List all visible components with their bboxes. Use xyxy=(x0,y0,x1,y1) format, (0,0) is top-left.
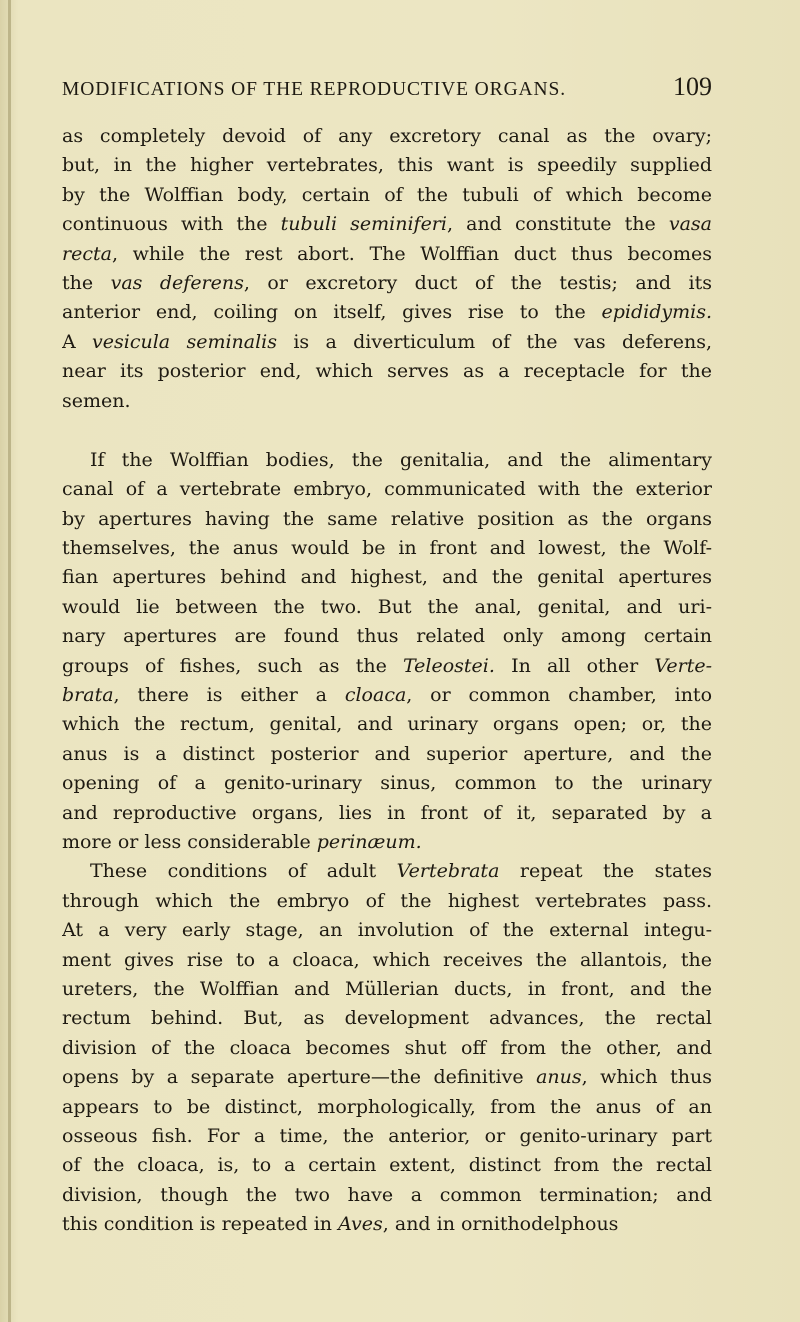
text-line xyxy=(62,563,712,592)
text-line xyxy=(62,857,712,886)
italic-text: Teleostei. xyxy=(402,654,495,677)
text-run: by apertures having the same relative position as the organs xyxy=(62,507,712,530)
text-run: and reproductive organs, lies in front of it, separated by a xyxy=(62,801,712,824)
text-line xyxy=(62,151,712,180)
text-run: ment gives rise to a cloaca, which receives the allantois, the xyxy=(62,948,712,971)
text-run: , there is either a xyxy=(113,684,345,707)
text-line xyxy=(62,652,712,681)
text-run: At a very early stage, an involution of the external integu- xyxy=(62,919,712,942)
text-run: These conditions of adult xyxy=(90,860,397,883)
text-run: division of the cloaca becomes shut off from the other, and xyxy=(62,1036,712,1059)
text-line xyxy=(62,446,712,475)
text-run: as completely devoid of any excretory canal as the ovary; xyxy=(62,125,712,147)
italic-text: brata xyxy=(62,684,114,707)
italic-text: Aves xyxy=(338,1213,383,1236)
text-line xyxy=(62,210,712,239)
text-run: through which the embryo of the highest vertebrates pass. xyxy=(62,889,712,912)
text-run: groups of fishes, such as the xyxy=(62,654,403,677)
italic-text: Verte- xyxy=(654,654,712,677)
text-line xyxy=(62,328,712,357)
paragraph xyxy=(62,446,712,857)
italic-text: tubuli seminiferi xyxy=(280,213,447,236)
text-line xyxy=(62,710,712,739)
text-line xyxy=(62,122,712,151)
page-header xyxy=(62,72,712,108)
italic-text: recta xyxy=(62,242,112,265)
text-run: opening of a genito-urinary sinus, common to the urinary xyxy=(62,772,712,795)
italic-text: vas deferens xyxy=(110,271,244,294)
text-run: canal of a vertebrate embryo, communicated with the exterior xyxy=(62,478,712,501)
text-line xyxy=(62,1063,712,1092)
text-line xyxy=(62,1004,712,1033)
text-run: but, in the higher vertebrates, this want is speedily supplied xyxy=(62,154,712,177)
text-line xyxy=(62,1034,712,1063)
text-run: of the cloaca, is, to a certain extent, distinct from the rectal xyxy=(62,1154,712,1177)
text-run: themselves, the anus would be in front and lowest, the Wolf- xyxy=(62,537,712,560)
text-line xyxy=(62,799,712,828)
text-run: In all other xyxy=(494,654,655,677)
paragraph xyxy=(62,122,712,416)
text-line xyxy=(62,240,712,269)
text-line xyxy=(62,181,712,210)
text-run: appears to be distinct, morphologically, from the anus of an xyxy=(62,1095,712,1118)
text-run: If the Wolffian bodies, the genitalia, and the alimentary xyxy=(90,448,712,471)
text-run: continuous with the xyxy=(62,213,281,236)
text-line xyxy=(62,1151,712,1180)
text-run: opens by a separate aperture—the definitive xyxy=(62,1066,537,1089)
text-line xyxy=(62,269,712,298)
text-line xyxy=(62,681,712,710)
text-run: more or less considerable xyxy=(62,830,317,853)
text-run: , or common chamber, into xyxy=(406,684,712,707)
italic-text: vasa xyxy=(668,213,712,236)
body-text xyxy=(62,122,712,1239)
running-head: MODIFICATIONS OF THE REPRODUCTIVE ORGANS. xyxy=(62,79,567,100)
text-line xyxy=(62,975,712,1004)
text-run: anterior end, coiling on itself, gives rise to the xyxy=(62,301,602,324)
text-run: , and constitute the xyxy=(446,213,669,236)
text-line xyxy=(62,740,712,769)
text-run: anus is a distinct posterior and superior aperture, and the xyxy=(62,742,712,765)
text-line xyxy=(62,475,712,504)
text-run: osseous fish. For a time, the anterior, or genito-urinary part xyxy=(62,1124,712,1147)
text-run: ureters, the Wolffian and Müllerian ducts, in front, and the xyxy=(62,977,712,1000)
text-line xyxy=(62,1181,712,1210)
text-line xyxy=(62,387,712,416)
text-run: semen. xyxy=(62,389,131,412)
text-line xyxy=(62,534,712,563)
text-run: , while the rest abort. The Wolffian duct thus becomes xyxy=(111,242,712,265)
text-line xyxy=(62,298,712,327)
text-line xyxy=(62,357,712,386)
text-line xyxy=(62,946,712,975)
text-run: this condition is repeated in xyxy=(62,1213,339,1236)
page-gutter-edge xyxy=(8,0,11,1322)
page-number: 109 xyxy=(673,72,712,101)
text-line xyxy=(62,828,712,857)
text-line xyxy=(62,1122,712,1151)
text-line xyxy=(62,916,712,945)
text-line xyxy=(62,887,712,916)
italic-text: anus xyxy=(536,1066,582,1089)
text-run: by the Wolffian body, certain of the tubuli of which become xyxy=(62,183,712,206)
text-run: A xyxy=(62,330,93,353)
text-run: near its posterior end, which serves as a receptacle for the xyxy=(62,360,712,383)
italic-text: perinæum. xyxy=(316,830,422,853)
text-run: rectum behind. But, as development advances, the rectal xyxy=(62,1007,712,1030)
text-line xyxy=(62,769,712,798)
text-line xyxy=(62,593,712,622)
text-run: is a diverticulum of the vas deferens, xyxy=(277,330,712,353)
italic-text: vesicula seminalis xyxy=(92,330,278,353)
text-run: nary apertures are found thus related only among certain xyxy=(62,625,712,648)
text-run: repeat the states xyxy=(499,860,712,883)
text-line xyxy=(62,1093,712,1122)
text-run: fian apertures behind and highest, and the genital apertures xyxy=(62,566,712,589)
italic-text: cloaca xyxy=(344,684,407,707)
text-run: , which thus xyxy=(581,1066,712,1089)
text-run: would lie between the two. But the anal, genital, and uri- xyxy=(62,595,712,618)
paragraph-gap xyxy=(62,416,712,446)
text-run: , and in ornithodelphous xyxy=(382,1213,619,1236)
text-run: which the rectum, genital, and urinary organs open; or, the xyxy=(62,713,712,736)
text-line xyxy=(62,505,712,534)
paragraph xyxy=(62,857,712,1239)
text-run: , or excretory duct of the testis; and its xyxy=(243,271,712,294)
italic-text: epididymis. xyxy=(601,301,712,324)
text-run: the xyxy=(62,271,111,294)
text-run: division, though the two have a common termination; and xyxy=(62,1183,712,1206)
text-line xyxy=(62,622,712,651)
text-line xyxy=(62,1210,712,1239)
italic-text: Vertebrata xyxy=(396,860,500,883)
